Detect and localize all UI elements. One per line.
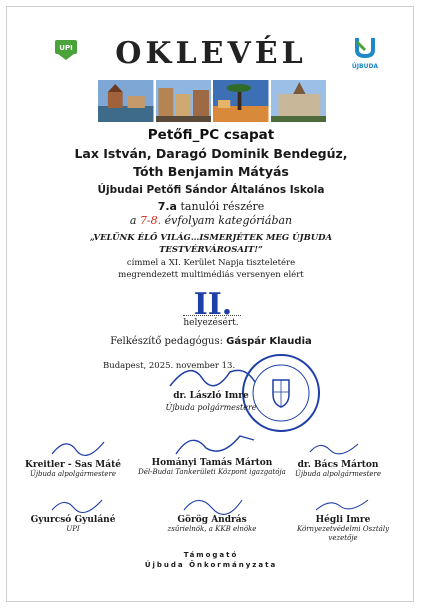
signature-scribble-6 xyxy=(312,492,372,516)
mentor-label: Felkészítő pedagógus: xyxy=(110,336,227,347)
member-names-line1: Lax István, Daragó Dominik Bendegúz, xyxy=(74,146,348,161)
issue-date: Budapest, 2025. november 13. xyxy=(103,361,236,371)
signatory-4-name: Gyurcsó Gyuláné xyxy=(30,515,116,525)
signatory-5-name: Görög András xyxy=(177,515,247,525)
signature-scribble-2 xyxy=(170,428,260,460)
city-photo-2 xyxy=(156,80,212,122)
signature-scribble-1 xyxy=(48,432,108,460)
signatory-6-name: Hégli Imre xyxy=(315,515,371,525)
signatory-1-name: Kreitler - Sas Máté xyxy=(25,460,121,470)
city-photo-1 xyxy=(98,80,154,122)
signatory-2 xyxy=(137,458,287,477)
category-prefix: a xyxy=(129,214,140,227)
mentor-line xyxy=(0,336,422,347)
placement-value: II. xyxy=(193,287,233,322)
mentor-name: Gáspár Klaudia xyxy=(226,336,312,347)
grade-suffix: tanulói részére xyxy=(176,200,265,213)
signatory-3 xyxy=(283,460,393,479)
signature-scribble-5 xyxy=(178,490,248,516)
signatory-4 xyxy=(18,515,128,534)
signatory-1 xyxy=(18,460,128,479)
grade-line xyxy=(0,200,422,213)
competition-description-line2: megrendezett multimédiás versenyen elért xyxy=(118,270,304,280)
signatory-6 xyxy=(283,515,403,543)
sponsor-name: Újbuda Önkormányzata xyxy=(144,561,278,569)
competition-motto-line1: „VELÜNK ÉLŐ VILÁG…ISMERJÉTEK MEG ÚJBUDA xyxy=(89,233,333,243)
main-signatory-name: dr. László Imre xyxy=(173,391,249,401)
member-names-line2: Tóth Benjamin Mátyás xyxy=(133,164,289,179)
signature-scribble-4 xyxy=(48,492,108,516)
city-photo-4 xyxy=(271,80,327,122)
competition-description-line1: címmel a XI. Kerület Napja tiszteletére xyxy=(126,258,296,268)
team-name: Petőfi_PC csapat xyxy=(147,127,275,143)
signatory-2-name: Hományi Tamás Márton xyxy=(151,458,273,468)
school-name: Újbudai Petőfi Sándor Általános Iskola xyxy=(97,184,325,196)
signatory-2-role: Dél-Budai Tankerületi Központ igazgatója xyxy=(138,468,286,476)
sponsor-label: Támogató xyxy=(183,551,239,559)
certificate-title: OKLEVÉL xyxy=(115,36,307,71)
grade-class: 7.a xyxy=(157,200,177,213)
signatory-3-name: dr. Bács Márton xyxy=(297,460,379,470)
signatory-4-role: UPI xyxy=(66,525,80,533)
upi-logo-text: UPI xyxy=(59,44,73,52)
competition-motto-line2: TESTVÉRVÁROSAIT!” xyxy=(159,245,263,255)
signatory-6-role: Környezetvédelmi Osztály vezetője xyxy=(296,525,390,542)
category-line xyxy=(0,214,422,227)
signatory-5-role: zsűrielnök, a KKB elnöke xyxy=(167,525,257,533)
signatory-1-role: Újbuda alpolgármestere xyxy=(29,470,117,478)
city-photo-3 xyxy=(213,80,269,122)
main-signature-scribble xyxy=(160,358,270,394)
category-suffix: évfolyam kategóriában xyxy=(161,214,293,227)
ujbuda-logo-text: ÚJBUDA xyxy=(351,63,379,70)
signatory-3-role: Újbuda alpolgármestere xyxy=(294,470,382,478)
placement-suffix: helyezésért. xyxy=(183,318,239,328)
category-value: 7-8. xyxy=(139,214,162,227)
signature-scribble-3 xyxy=(306,436,366,458)
sister-cities-photo-strip xyxy=(98,80,326,122)
signatory-5 xyxy=(137,515,287,534)
main-signatory-role: Újbuda polgármestere xyxy=(165,403,257,412)
